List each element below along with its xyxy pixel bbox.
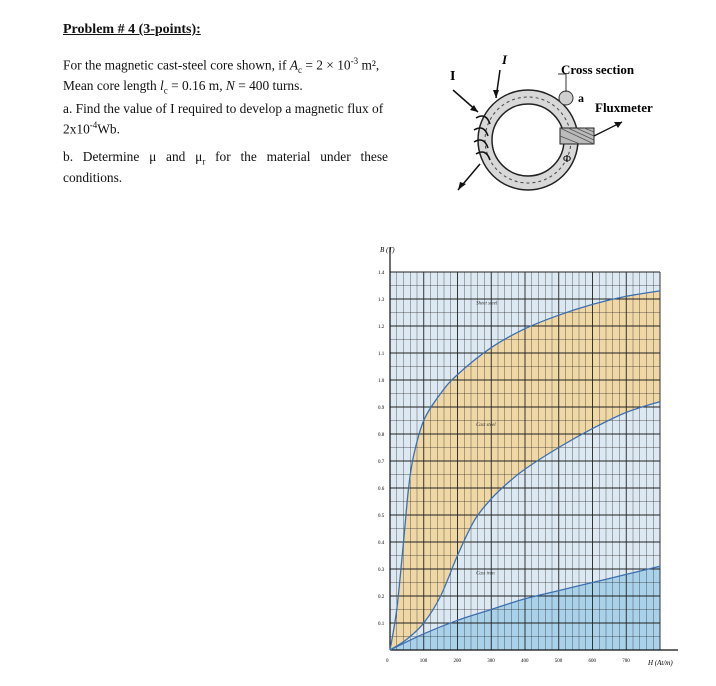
y-tick-label: 0.2 (378, 595, 385, 600)
ac-exponent: -3 (350, 56, 359, 66)
x-tick-label: 500 (554, 659, 563, 664)
lc-subscript: c (163, 85, 168, 96)
part-a-end: Wb. (97, 121, 120, 137)
y-tick-label: 0.1 (378, 622, 385, 627)
ac-value: = 2 × 10 (302, 57, 351, 73)
series-label: Sheet steel (476, 301, 498, 307)
y-tick-label: 1.4 (378, 271, 385, 276)
lc-symbol: l (160, 78, 164, 94)
bh-curve-chart (360, 240, 700, 676)
y-tick-label: 0.5 (378, 514, 385, 519)
x-axis-label: H (At/m) (648, 659, 673, 667)
label-i-top: I (502, 52, 508, 67)
part-a-text: a. Find the value of I required to develop a magnetic flux of 2x10 (63, 101, 384, 137)
x-tick-label: 100 (419, 659, 428, 664)
n-symbol: N (225, 78, 235, 94)
intro-text-2: m², Mean core length (63, 57, 380, 94)
x-tick-label: 300 (487, 659, 495, 664)
ac-subscript: c (298, 65, 303, 76)
y-tick-label: 1.1 (378, 352, 385, 357)
intro-text-4: = 400 turns. (234, 78, 303, 94)
x-tick-label: 400 (521, 659, 529, 664)
y-tick-label: 0.6 (378, 487, 385, 492)
x-tick-label: 200 (453, 659, 461, 664)
y-tick-label: 1.3 (378, 298, 385, 303)
part-b-subscript: r (202, 156, 206, 167)
y-tick-label: 0.9 (378, 406, 385, 411)
series-label: Cast steel (476, 422, 496, 428)
part-a (63, 101, 388, 137)
cross-section-icon (559, 91, 573, 105)
part-b-text: b. Determine μ and μ (63, 149, 203, 164)
y-tick-label: 0.7 (378, 460, 385, 465)
part-b-end: for the material under these conditions. (63, 149, 388, 185)
y-tick-label: 1.2 (378, 325, 385, 330)
y-axis-label: B (T) (380, 246, 395, 254)
problem-intro (63, 53, 398, 99)
y-tick-label: 1.0 (378, 379, 385, 384)
y-tick-label: 0.3 (378, 568, 385, 573)
label-phi: Φ (563, 153, 572, 165)
core-diagram (438, 50, 678, 200)
y-tick-label: 0.8 (378, 433, 385, 438)
x-tick-label: 600 (588, 659, 596, 664)
part-b (63, 149, 388, 186)
cross-section-label: Cross section (561, 62, 635, 77)
x-tick-label: 0 (386, 659, 389, 664)
label-a: a (578, 91, 584, 105)
problem-title: Problem # 4 (3-points): (63, 22, 201, 37)
series-label: Cast iron (476, 571, 495, 577)
x-tick-label: 700 (622, 659, 630, 664)
fluxmeter-label: Fluxmeter (595, 100, 653, 115)
intro-text-3: = 0.16 m, (167, 78, 226, 94)
ac-symbol: A (289, 57, 299, 73)
part-a-exponent: -4 (89, 120, 98, 130)
intro-text-1: For the magnetic cast-steel core shown, if (63, 57, 290, 73)
y-tick-label: 0.4 (378, 541, 385, 546)
label-i-left: I (450, 69, 456, 84)
